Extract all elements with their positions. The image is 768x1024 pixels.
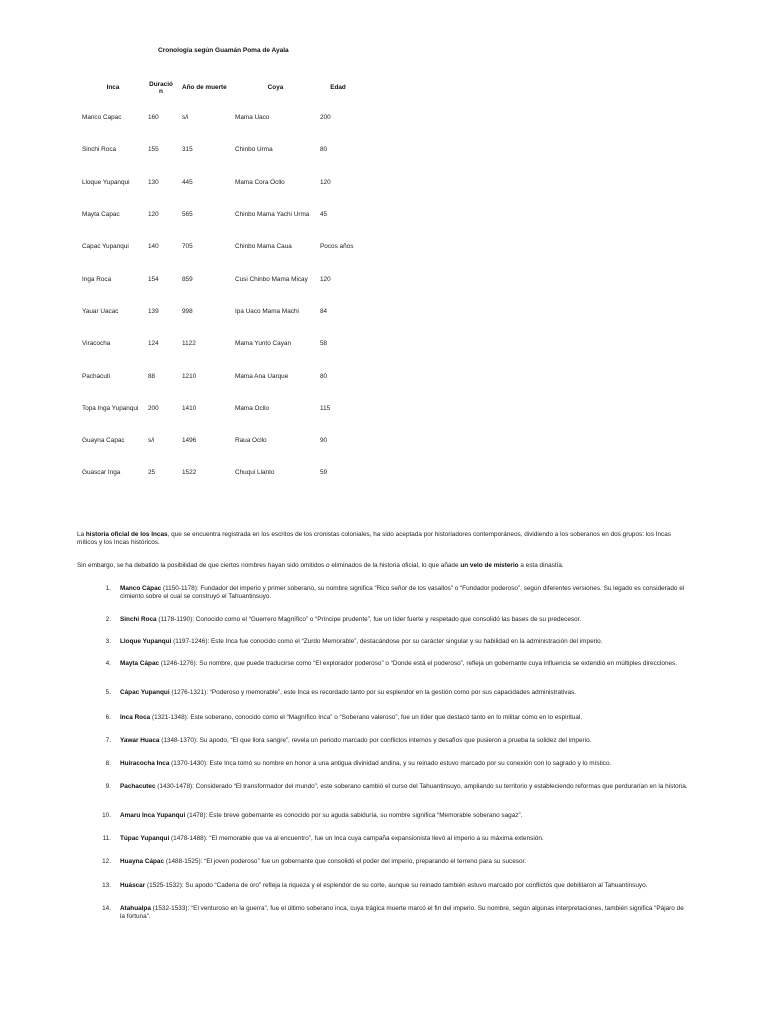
cell-edad: 80 [320,372,328,380]
table-row [78,457,356,489]
list-item-number: 4. [105,660,111,667]
list-item-description: (1178-1190): Conocido como el “Guerrero Magnífico” o “Príncipe prudente”, fue un líder fuerte y respetado que consolidó las bases de su predecesor. [156,616,582,623]
paragraph2-before: Sin embargo, se ha debatido la posibilidad de que ciertos nombres hayan sido omitidos o eliminados de la historia oficial, lo que añade [77,562,461,569]
table-row [78,425,356,457]
list-item-text [120,783,689,791]
cell-duracion: 140 [148,243,159,251]
cell-duracion: 120 [148,211,159,219]
list-item-description: (1430-1478): Considerado “El transformador del mundo”, este soberano cambió el curso del Tahuantinsuyo, ampliando su territorio y estableciendo reformas que perdurarían en la historia. [155,783,688,790]
cell-ano-muerte: 1122 [182,340,196,348]
table-row [78,167,356,199]
list-item [77,905,689,921]
cell-inca: Capac Yupanqui [82,243,129,251]
cell-inca: Manco Capac [82,114,122,122]
list-item-number: 8. [105,760,111,767]
list-item [77,835,689,843]
cell-inca: Pachacuti [82,372,111,380]
list-item [77,689,689,697]
table-row [78,296,356,328]
list-item-name: Atahualpa [120,905,151,912]
list-item-description: (1532-1533): “El venturoso en la guerra”, fue el último soberano inca, cuya trágica muerte marcó el fin del imperio. Su nombre, según algunas interpretaciones, también significa “Pájaro de la fortuna”. [120,905,684,920]
cell-coya: Mama Ocllo [235,404,270,412]
list-item-name: Inca Roca [120,714,151,721]
cell-duracion: 160 [148,114,159,122]
list-item-name: Manco Cápac [120,585,162,592]
list-item-text [120,882,689,890]
cell-coya: Mama Uaco [235,114,270,122]
cell-edad: Pocos años [320,243,354,251]
list-item-name: Túpac Yupanqui [120,835,170,842]
table-body [78,102,356,490]
chronology-table [78,74,356,490]
list-item-name: Mayta Cápac [120,660,160,667]
cell-ano-muerte: 315 [182,146,193,154]
list-item-description: (1197-1246): Este Inca fue conocido como el “Zurdo Memorable”, destacándose por su carácter singular y su habilidad en la administración del imperio. [171,638,603,645]
table-header-row [78,74,356,102]
cell-coya: Ipa Uaco Mama Machi [235,307,299,315]
list-item-text [120,616,689,624]
cell-inca: Guascar Inga [82,469,121,477]
list-item [77,616,689,624]
list-item-name: Lloque Yupanqui [120,638,172,645]
list-item-name: Huáscar [120,882,146,889]
cell-inca: Inga Roca [82,275,112,283]
header-edad: Edad [330,84,346,91]
cell-edad: 84 [320,307,328,315]
header-duracion [144,74,178,102]
list-item [77,660,689,668]
paragraph2-after: a esta dinastía. [518,562,564,569]
list-item-description: (1246-1276): Su nombre, que puede traducirse como “El explorador poderoso” o “Donde está el poderoso”, refleja un gobernante cuya influencia se extendió en múltiples direcciones. [159,660,678,667]
paragraph1-bold: historia oficial de los Incas [85,531,168,538]
cell-edad: 59 [320,469,328,477]
header-inca: Inca [106,84,120,91]
list-item-text [120,714,689,722]
cell-edad: 90 [320,437,328,445]
list-item-text [120,835,689,843]
list-item-text [120,812,689,820]
list-item-number: 6. [105,714,111,721]
cell-ano-muerte: 859 [182,275,193,283]
list-item [77,882,689,890]
paragraph-velo-misterio [77,562,689,570]
cell-ano-muerte: 1496 [182,437,197,445]
cell-duracion: 139 [148,307,159,315]
cell-ano-muerte: 565 [182,211,193,219]
list-item-number: 14. [102,905,111,912]
list-item [77,858,689,866]
table-row [78,360,356,392]
cell-coya: Chinbo Mama Caua [235,243,292,251]
list-item-number: 3. [105,638,111,645]
list-item-name: Sinchi Roca [120,616,157,623]
cell-coya: Mama Yunto Cayan [235,340,292,348]
cell-ano-muerte: 998 [182,307,193,315]
list-item-name: Huiracocha Inca [120,760,170,767]
list-item-text [120,737,689,745]
page-title: Cronología según Guamán Poma de Ayala [158,47,289,54]
cell-inca: Sinchi Roca [82,146,117,154]
paragraph1-before: La [77,531,86,538]
table-row [78,263,356,295]
cell-inca: Topa Inga Yupanqui [82,404,139,412]
list-item-text [120,585,689,601]
cell-duracion: 88 [148,372,156,380]
cell-ano-muerte: 705 [182,243,193,251]
table-row [78,328,356,360]
cell-edad: 80 [320,146,328,154]
list-item-number: 5. [105,689,111,696]
list-item-name: Yawar Huaca [120,737,160,744]
list-item-description: (1478-1488): “El memorable que va al encuentro”, fue un Inca cuya campaña expansionista llevó al imperio a su máxima extensión. [169,835,544,842]
table-row [78,134,356,166]
cell-ano-muerte: 1522 [182,469,197,477]
table-row [78,102,356,134]
list-item-text [120,858,689,866]
cell-duracion: 124 [148,340,159,348]
cell-inca: Viracocha [82,340,111,348]
list-item-number: 13. [102,882,111,889]
cell-ano-muerte: s/i [182,114,189,122]
list-item-description: (1478): Este breve gobernante es conocido por su aguda sabiduría, su nombre significa “Memorable soberano sagaz”. [185,812,523,819]
list-item [77,812,689,820]
list-item-text [120,905,689,921]
list-item [77,783,689,791]
list-item-description: (1150-1178): Fundador del imperio y primer soberano, su nombre significa “Rico señor de los vasallos” o “Fundador poderoso”, según diferentes versiones. Su legado es considerado el cimiento sobre el cual se construyó el Tahuantinsuyo. [120,585,685,600]
list-item-description: (1525-1532): Su apodo “Cadena de oro” refleja la riqueza y el esplendor de su corte, aunque su reinado también estuvo marcado por conflictos que debilitaron al Tahuantinsuyo. [145,882,648,889]
cell-coya: Cusi Chinbo Mama Micay [235,275,308,283]
list-item-text [120,638,689,646]
paragraph1-after: , que se encuentra registrada en los escritos de los cronistas coloniales, ha sido aceptada por historiadores contemporáneos, dividiendo a los soberanos en dos grupos: los Incas míticos y los Incas históricos. [77,531,671,546]
list-item-number: 12. [102,858,111,865]
list-item-text [120,760,689,768]
cell-ano-muerte: 445 [182,178,193,186]
list-item-description: (1321-1348): Este soberano, conocido como el “Magnífico Inca” o “Soberano valeroso”, fue un líder que destacó tanto en lo militar como en lo espiritual. [150,714,583,721]
cell-duracion: 155 [148,146,159,154]
list-item-text [120,660,689,668]
list-item-description: (1348-1370): Su apodo, “El que llora sangre”, revela un periodo marcado por conflictos internos y desafíos que pusieron a prueba la solidez del imperio. [159,737,592,744]
list-item-name: Huayna Cápac [120,858,165,865]
paragraph-historia-oficial [77,531,689,547]
header-duracion-label: Duración [149,80,173,95]
cell-duracion: 154 [148,275,159,283]
list-item [77,714,689,722]
list-item [77,737,689,745]
list-item [77,585,689,601]
list-item [77,638,689,646]
cell-edad: 115 [320,404,331,412]
table-row [78,231,356,263]
cell-duracion: 130 [148,178,159,186]
paragraph2-bold: un velo de misterio [460,562,519,569]
cell-edad: 45 [320,211,328,219]
cell-ano-muerte: 1210 [182,372,197,380]
cell-edad: 120 [320,178,331,186]
list-item-description: (1370-1430): Este Inca tomó su nombre en honor a una antigua divinidad andina, y su reinado estuvo marcado por su conexión con lo sagrado y lo místico. [169,760,612,767]
list-item-name: Pachacutec [120,783,156,790]
cell-inca: Yauar Uacac [82,307,119,315]
cell-edad: 58 [320,340,328,348]
list-item-number: 9. [105,783,111,790]
cell-duracion: s/i [148,437,155,445]
cell-duracion: 25 [148,469,156,477]
cell-inca: Lloque Yupanqui [82,178,130,186]
cell-inca: Mayta Capac [82,211,120,219]
list-item-description: (1276-1321): “Poderoso y memorable”, este Inca es recordado tanto por su esplendor en la gestión como por sus capacidades administrativas. [169,689,576,696]
cell-duracion: 200 [148,404,159,412]
cell-coya: Chinbo Urma [235,146,273,154]
list-item-description: (1488-1525): “El joven poderoso” fue un gobernante que consolidó el poder del imperio, preparando el terreno para su sucesor. [164,858,527,865]
list-item [77,760,689,768]
list-item-text [120,689,689,697]
header-coya: Coya [267,84,284,91]
cell-coya: Chuqui Llanto [235,469,275,477]
list-item-number: 11. [102,835,111,842]
list-item-name: Amaru Inca Yupanqui [120,812,186,819]
table-row [78,393,356,425]
cell-ano-muerte: 1410 [182,404,197,412]
list-item-name: Cápac Yupanqui [120,689,170,696]
table-row [78,199,356,231]
list-item-number: 7. [105,737,111,744]
cell-coya: Mama Cora Ocllo [235,178,285,186]
list-item-number: 10. [102,812,111,819]
cell-edad: 120 [320,275,331,283]
cell-edad: 200 [320,114,331,122]
cell-coya: Raua Ocllo [235,437,267,445]
list-item-number: 2. [105,616,111,623]
cell-coya: Chinbo Mama Yachi Urma [235,211,310,219]
cell-coya: Mama Ana Uarque [235,372,289,380]
cell-inca: Guayna Capac [82,437,125,445]
header-ano-muerte: Año de muerte [182,84,227,91]
list-item-number: 1. [105,585,111,592]
